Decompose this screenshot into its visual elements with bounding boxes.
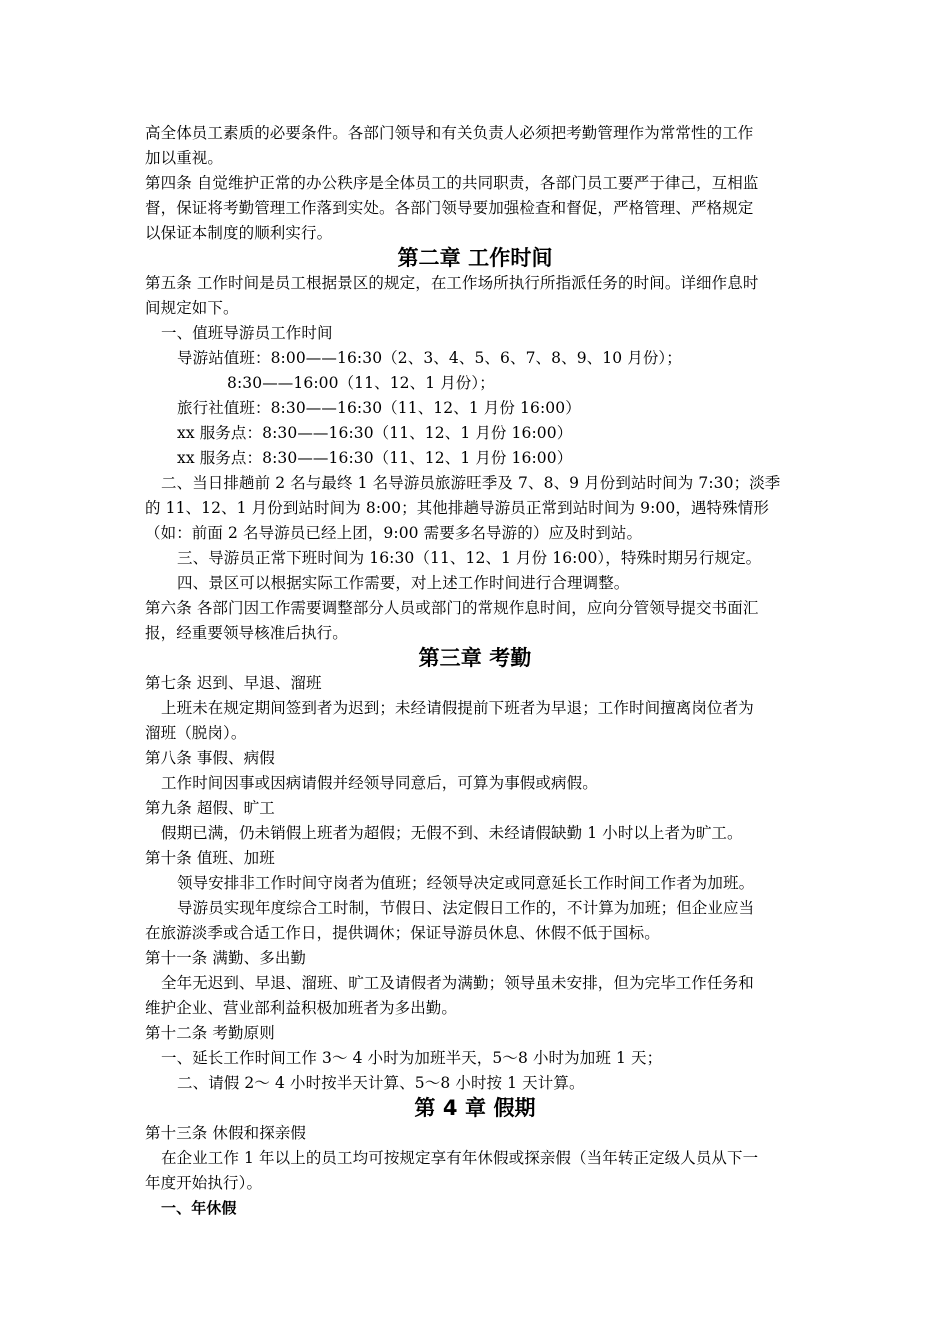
text-line: 全年无迟到、早退、溜班、旷工及请假者为满勤；领导虽未安排，但为完毕工作任务和 xyxy=(161,974,754,992)
text-line: 第八条 事假、病假 xyxy=(145,749,275,767)
text-line: 第十三条 休假和探亲假 xyxy=(145,1124,307,1142)
text-line: 加以重视。 xyxy=(145,149,224,167)
text-line: 导游站值班：8:00——16:30（2、3、4、5、6、7、8、9、10 月份）； xyxy=(177,349,682,367)
text-line: 溜班（脱岗）。 xyxy=(145,724,247,742)
text-line: 一、值班导游员工作时间 xyxy=(161,324,333,342)
text-line: 导游员实现年度综合工时制，节假日、法定假日工作的，不计算为加班；但企业应当 xyxy=(177,899,755,917)
text-line: 督，保证将考勤管理工作落到实处。各部门领导要加强检查和督促，严格管理、严格规定 xyxy=(145,199,754,217)
text-line: xx 服务点：8:30——16:30（11、12、1 月份 16:00） xyxy=(177,424,573,442)
text-line: 第五条 工作时间是员工根据景区的规定，在工作场所执行所指派任务的时间。详细作息时 xyxy=(145,274,759,292)
text-line: 间规定如下。 xyxy=(145,299,239,317)
chapter-heading: 第二章 工作时间 xyxy=(397,246,553,270)
text-line: 在企业工作 1 年以上的员工均可按规定享有年休假或探亲假（当年转正定级人员从下一 xyxy=(161,1149,759,1167)
text-line: 第十条 值班、加班 xyxy=(145,849,275,867)
text-line: 第十二条 考勤原则 xyxy=(145,1024,275,1042)
text-line: 以保证本制度的顺利实行。 xyxy=(145,224,333,242)
text-line: 工作时间因事或因病请假并经领导同意后，可算为事假或病假。 xyxy=(161,774,598,792)
text-line: xx 服务点：8:30——16:30（11、12、1 月份 16:00） xyxy=(177,449,573,467)
text-line: 一、年休假 xyxy=(161,1199,237,1217)
text-line: 8:30——16:00（11、12、1 月份）； xyxy=(227,374,495,392)
chapter-heading: 第 4 章 假期 xyxy=(414,1096,536,1120)
text-line: （如：前面 2 名导游员已经上团，9:00 需要多名导游的）应及时到站。 xyxy=(145,524,643,542)
text-line: 高全体员工素质的必要条件。各部门领导和有关负责人必须把考勤管理作为常常性的工作 xyxy=(145,124,754,142)
text-line: 旅行社值班：8:30——16:30（11、12、1 月份 16:00） xyxy=(177,399,581,417)
text-line: 领导安排非工作时间守岗者为值班；经领导决定或同意延长工作时间工作者为加班。 xyxy=(177,874,755,892)
text-line: 假期已满，仍未销假上班者为超假；无假不到、未经请假缺勤 1 小时以上者为旷工。 xyxy=(161,824,743,842)
text-line: 四、景区可以根据实际工作需要，对上述工作时间进行合理调整。 xyxy=(177,574,630,592)
text-line: 第十一条 满勤、多出勤 xyxy=(145,949,307,967)
text-line: 二、当日排趟前 2 名与最终 1 名导游员旅游旺季及 7、8、9 月份到站时间为 7:30；淡季 xyxy=(161,474,781,492)
chapter-heading: 第三章 考勤 xyxy=(418,646,532,670)
text-line: 三、导游员正常下班时间为 16:30（11、12、1 月份 16:00），特殊时期另行规定。 xyxy=(177,549,762,567)
text-line: 第七条 迟到、早退、溜班 xyxy=(145,674,322,692)
text-line: 报，经重要领导核准后执行。 xyxy=(145,624,348,642)
text-line: 一、延长工作时间工作 3～ 4 小时为加班半天，5～8 小时为加班 1 天； xyxy=(161,1049,663,1067)
text-line: 上班未在规定期间签到者为迟到；未经请假提前下班者为早退；工作时间擅离岗位者为 xyxy=(161,699,754,717)
text-line: 年度开始执行）。 xyxy=(145,1174,263,1192)
text-line: 第六条 各部门因工作需要调整部分人员或部门的常规作息时间，应向分管领导提交书面汇 xyxy=(145,599,759,617)
document-page xyxy=(145,121,805,1221)
text-line: 维护企业、营业部利益积极加班者为多出勤。 xyxy=(145,999,458,1017)
text-line: 的 11、12、1 月份到站时间为 8:00；其他排趟导游员正常到站时间为 9:00，遇特殊情形 xyxy=(145,499,769,517)
text-line: 第九条 超假、旷工 xyxy=(145,799,275,817)
text-line: 二、请假 2～ 4 小时按半天计算、5～8 小时按 1 天计算。 xyxy=(177,1074,585,1092)
text-line: 第四条 自觉维护正常的办公秩序是全体员工的共同职责，各部门员工要严于律己，互相监 xyxy=(145,174,759,192)
text-line: 在旅游淡季或合适工作日，提供调休；保证导游员休息、休假不低于国标。 xyxy=(145,924,660,942)
